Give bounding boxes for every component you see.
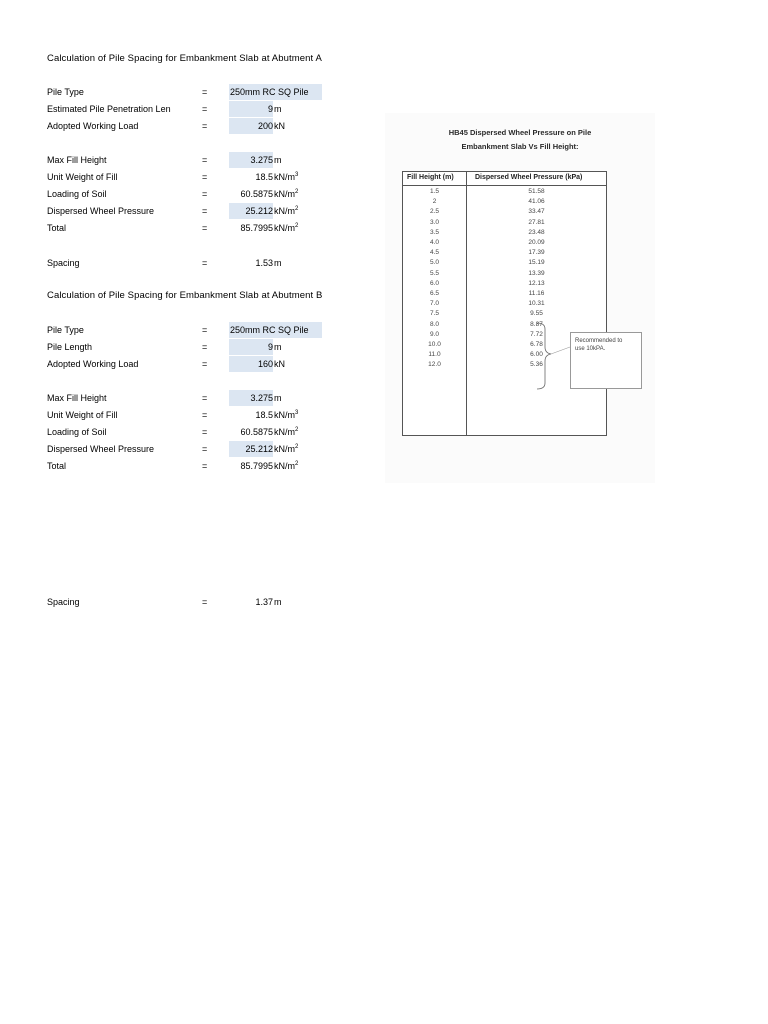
calc-row: [0, 203, 360, 219]
row-unit: $kN/m^2$: [274, 461, 299, 471]
equals-sign: =: [202, 87, 208, 97]
row-label: Adopted Working Load: [47, 121, 139, 131]
row-unit: $kN/m^2$: [274, 189, 299, 199]
pressure-cell: 41.06: [528, 198, 545, 206]
equals-sign: =: [202, 223, 208, 233]
row-unit: $kN/m^2$: [274, 427, 299, 437]
section-b-title: Calculation of Pile Spacing for Embankment Slab at Abutment B: [47, 290, 323, 301]
pressure-cell: 8.87: [530, 320, 543, 328]
calc-row: [0, 186, 360, 202]
pressure-cell: 5.36: [530, 361, 543, 369]
fill-height-cell: 6.0: [429, 279, 440, 287]
reference-table: [402, 171, 607, 436]
row-value[interactable]: 9: [229, 101, 273, 117]
pressure-cell: 20.09: [528, 239, 545, 246]
row-label: Spacing: [47, 597, 80, 607]
row-label: Loading of Soil: [47, 189, 107, 199]
fill-height-cell: 12.0: [428, 361, 441, 369]
row-unit: m: [274, 597, 282, 607]
calc-row: [0, 407, 360, 423]
row-unit: $kN/m^3$: [274, 410, 299, 420]
pressure-cell: 9.55: [530, 310, 543, 318]
fill-height-cell: 6.5: [429, 290, 440, 297]
equals-sign: =: [202, 410, 208, 420]
row-value[interactable]: 160: [229, 356, 273, 372]
calc-row: [0, 594, 360, 610]
fill-height-cell: 11.0: [428, 351, 441, 359]
row-label: Adopted Working Load: [47, 359, 139, 369]
equals-sign: =: [202, 172, 208, 182]
fill-height-cell: 3.0: [429, 218, 440, 226]
row-value[interactable]: 85.7995: [240, 461, 273, 471]
row-label: Pile Type: [47, 325, 84, 335]
row-value[interactable]: 3.275: [229, 390, 273, 406]
pressure-cell: 33.47: [528, 208, 545, 216]
brace-icon: [535, 321, 571, 391]
note-line2: use 10kPA.: [575, 346, 606, 352]
row-unit: kN: [274, 121, 285, 131]
row-unit: $kN/m^2$: [274, 223, 299, 233]
row-label: Spacing: [47, 258, 80, 268]
pressure-cell: 10.31: [528, 300, 545, 308]
calc-row: [0, 101, 360, 117]
row-unit: $kN/m^2$: [274, 444, 299, 454]
fill-height-cell: 8.0: [429, 320, 440, 328]
calc-row: [0, 356, 360, 372]
equals-sign: =: [202, 461, 208, 471]
row-unit: m: [274, 393, 282, 403]
calc-row: [0, 339, 360, 355]
pressure-cell: 51.58: [528, 188, 545, 195]
fill-height-cell: 5.0: [429, 259, 440, 267]
calc-row: [0, 458, 360, 474]
row-label: Dispersed Wheel Pressure: [47, 444, 155, 454]
row-unit: m: [274, 104, 282, 114]
equals-sign: =: [202, 393, 208, 403]
fill-height-cell: 7.5: [429, 310, 440, 318]
row-value[interactable]: 18.5: [255, 172, 273, 182]
row-label: Pile Type: [47, 87, 84, 97]
equals-sign: =: [202, 342, 208, 352]
equals-sign: =: [202, 359, 208, 369]
calc-row: [0, 390, 360, 406]
note-line1: Recommended to: [575, 338, 623, 344]
fill-height-cell: 3.5: [429, 228, 440, 236]
row-value[interactable]: 85.7995: [240, 223, 273, 233]
calc-row: [0, 424, 360, 440]
equals-sign: =: [202, 444, 208, 454]
reference-title-line1: HB45 Dispersed Wheel Pressure on Pile: [448, 128, 592, 137]
fill-height-cell: 9.0: [429, 330, 440, 338]
row-label: Estimated Pile Penetration Len: [47, 104, 171, 114]
row-unit: m: [274, 155, 282, 165]
fill-height-cell: 2.5: [429, 208, 440, 216]
row-value[interactable]: 3.275: [229, 152, 273, 168]
row-value[interactable]: 200: [229, 118, 273, 134]
calc-row: [0, 84, 360, 100]
pressure-cell: 27.81: [528, 218, 545, 226]
pressure-cell: 23.48: [528, 228, 545, 236]
equals-sign: =: [202, 325, 208, 335]
row-unit: kN: [274, 359, 285, 369]
row-label: Total: [47, 223, 67, 233]
row-unit: m: [274, 258, 282, 268]
equals-sign: =: [202, 104, 208, 114]
row-value[interactable]: 250mm RC SQ Pile: [229, 322, 322, 338]
section-a-title: Calculation of Pile Spacing for Embankment Slab at Abutment A: [47, 53, 322, 64]
reference-col1-header: Fill Height (m): [407, 174, 454, 181]
row-value[interactable]: 9: [229, 339, 273, 355]
pressure-cell: 12.13: [528, 279, 545, 287]
row-label: Dispersed Wheel Pressure: [47, 206, 155, 216]
calc-row: [0, 220, 360, 236]
row-value[interactable]: 250mm RC SQ Pile: [229, 84, 322, 100]
equals-sign: =: [202, 427, 208, 437]
reference-title-line2: Embankment Slab Vs Fill Height:: [461, 142, 579, 151]
row-unit: m: [274, 342, 282, 352]
row-unit: $kN/m^2$: [274, 206, 299, 216]
row-value[interactable]: 1.53: [255, 258, 273, 268]
pressure-cell: 17.39: [528, 249, 545, 257]
equals-sign: =: [202, 597, 208, 607]
fill-height-cell: 5.5: [429, 269, 440, 277]
row-value[interactable]: 60.5875: [240, 189, 273, 199]
calc-row: [0, 169, 360, 185]
fill-height-cell: 2: [432, 198, 437, 206]
fill-height-cell: 1.5: [429, 188, 440, 195]
row-unit: $kN/m^3$: [274, 172, 299, 182]
fill-height-cell: 10.0: [428, 341, 441, 348]
pressure-cell: 11.16: [528, 290, 545, 297]
equals-sign: =: [202, 189, 208, 199]
equals-sign: =: [202, 155, 208, 165]
pressure-cell: 7.72: [530, 330, 543, 338]
row-label: Total: [47, 461, 67, 471]
row-label: Unit Weight of Fill: [47, 172, 118, 182]
calc-row: [0, 322, 360, 338]
calc-row: [0, 118, 360, 134]
row-label: Unit Weight of Fill: [47, 410, 118, 420]
pressure-cell: 15.19: [528, 259, 545, 267]
row-value[interactable]: 18.5: [255, 410, 273, 420]
row-label: Max Fill Height: [47, 155, 107, 165]
calc-row: [0, 152, 360, 168]
pressure-cell: 13.39: [528, 269, 545, 277]
reference-image: [385, 113, 655, 483]
calc-row: [0, 441, 360, 457]
pressure-cell: 6.78: [530, 341, 543, 348]
row-value[interactable]: 25.212: [229, 441, 273, 457]
reference-col2-header: Dispersed Wheel Pressure (kPa): [475, 174, 583, 181]
equals-sign: =: [202, 206, 208, 216]
row-label: Max Fill Height: [47, 393, 107, 403]
row-value[interactable]: 25.212: [229, 203, 273, 219]
fill-height-cell: 7.0: [429, 300, 440, 308]
row-label: Loading of Soil: [47, 427, 107, 437]
row-value[interactable]: 60.5875: [240, 427, 273, 437]
equals-sign: =: [202, 258, 208, 268]
calc-row: [0, 255, 360, 271]
fill-height-cell: 4.5: [429, 249, 440, 257]
recommendation-note: [570, 332, 642, 389]
equals-sign: =: [202, 121, 208, 131]
row-value[interactable]: 1.37: [255, 597, 273, 607]
pressure-cell: 6.00: [530, 351, 543, 359]
fill-height-cell: 4.0: [429, 239, 440, 246]
row-label: Pile Length: [47, 342, 93, 352]
